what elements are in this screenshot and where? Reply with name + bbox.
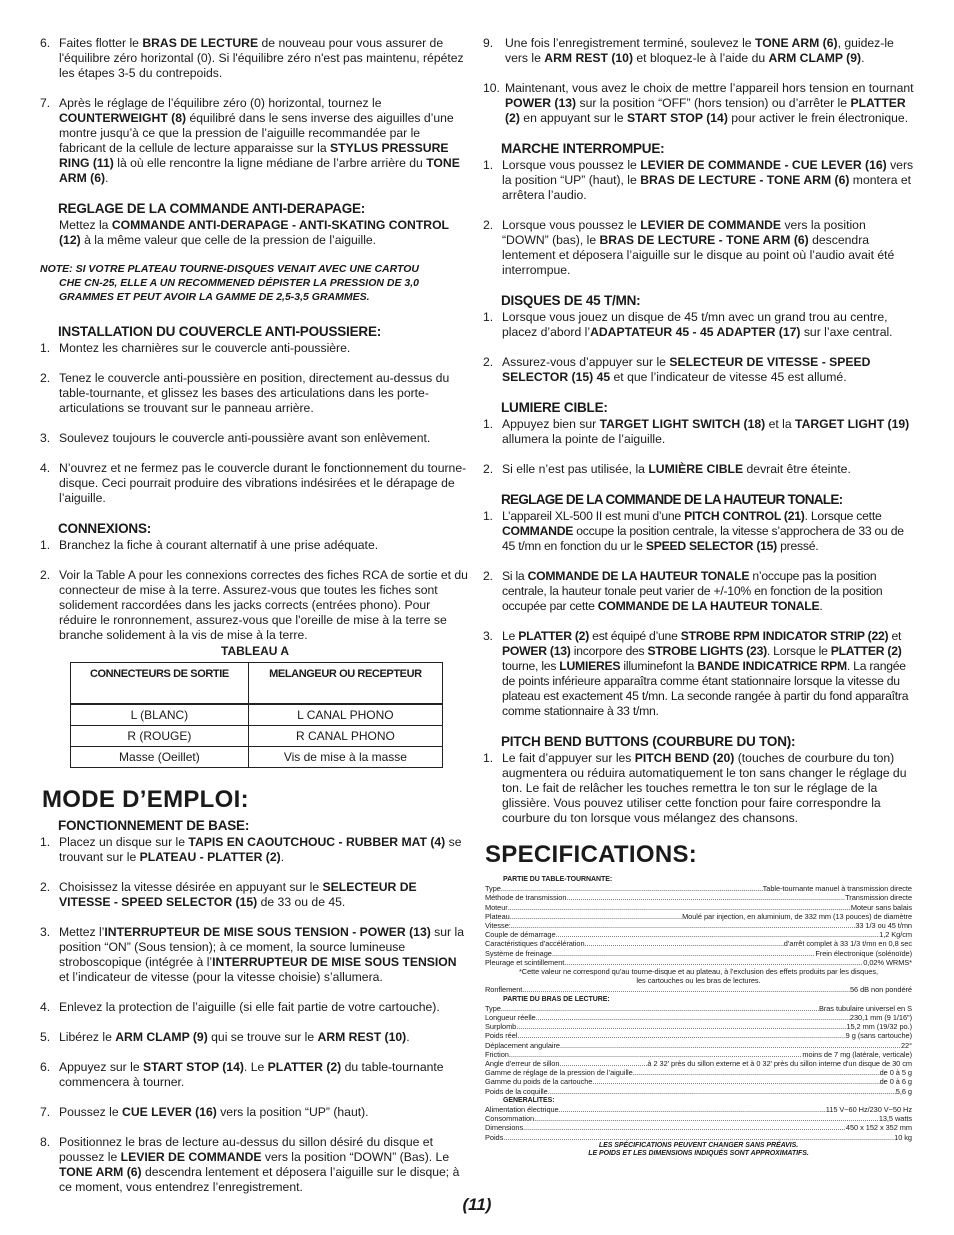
item-number: 2.: [483, 462, 494, 476]
dot-leader: [559, 1059, 647, 1068]
dot-leader: [548, 1087, 896, 1096]
item-number: 2.: [40, 568, 51, 582]
spec-value: Moteur sans balais: [850, 902, 912, 912]
spec-label: Dimensions: [485, 1123, 524, 1133]
spec-row: [485, 1059, 912, 1068]
item-text: N’ouvrez et ne fermez pas le couvercle durant le fonctionnement du tourne-disque. Ceci pourrait produire des vibrations indésirées et le dérapage de l’aiguille.: [59, 461, 467, 505]
spec-rows-turntable: [485, 884, 912, 967]
item-number: 2.: [40, 880, 51, 894]
item-text: Enlevez la protection de l’aiguille (si elle fait partie de votre cartouche).: [59, 1000, 440, 1014]
table-cell: R CANAL PHONO: [248, 726, 442, 747]
spec-row: [485, 884, 912, 893]
item-number: 1.: [40, 341, 51, 355]
list-item: [483, 81, 915, 126]
spec-label: Méthode de transmission: [485, 893, 567, 903]
spec-rows-hum: [485, 985, 912, 994]
spec-label: Moteur: [485, 902, 508, 912]
item-number: 6.: [40, 36, 51, 50]
spec-row: [485, 1087, 912, 1096]
list-item: [483, 36, 915, 66]
dot-leader: [556, 930, 880, 939]
spec-label: Pleurage et scintillement: [485, 957, 565, 967]
spec-value: 22°: [900, 1040, 912, 1050]
item-text: Voir la Table A pour les connexions correctes des fiches RCA de sortie et du connecteur de mise à la terre. Assurez-vous que toutes les fiches sont solidement raccordées dans les jacks corrects (entrées phono). Pour réduire le ronronnement, assurez-vous que l'oreille de mise à la terre se branche solidement à la vis de mise à la terre.: [59, 568, 468, 642]
item-number: 2.: [483, 218, 494, 232]
item-number: 3.: [40, 431, 51, 445]
item-number: 2.: [40, 371, 51, 385]
item-text: Lorsque vous poussez le LEVIER DE COMMANDE - CUE LEVER (16) vers la position “UP” (haut), le BRAS DE LECTURE - TONE ARM (6) montera et arrêtera l’audio.: [502, 158, 914, 202]
item-text: Le PLATTER (2) est équipé d’une STROBE RPM INDICATOR STRIP (22) et POWER (13) incorpore des STROBE LIGHTS (23). Lorsque le PLATTER (2) tourne, les LUMIERES illuminefont la BANDE INDICATRICE RPM. La rangée de points inférieure apparaîtra comme étant stationnaire lorsque la vitesse du plateau est exactement 45 t/mn. La seconde rangée à partir du fond apparaîtra comme stationnaire à 33 t/mn.: [502, 629, 909, 718]
list-item: [483, 509, 915, 554]
dot-leader: [501, 884, 763, 893]
dot-leader: [522, 985, 850, 994]
item-text: Le fait d’appuyer sur les PITCH BEND (20) (touches de courbure du ton) augmentera ou réduira automatiquement le ton sans changer le réglage du ton. Le fait de relâcher les touches remettra le ton sur le réglage de la glissière. Vous pouvez utiliser cette fonction pour faire correspondre la courbure du ton lorsque vous mélangez des chansons.: [502, 751, 907, 825]
spec-value: 230,1 mm (9 1/16"): [849, 1013, 912, 1023]
list-item: [40, 835, 470, 865]
list-item: [483, 218, 915, 278]
item-text: Après le réglage de l’équilibre zéro (0) horizontal, tournez le COUNTERWEIGHT (8) équilibré dans le sens inverse des aiguilles d’une montre jusqu’à ce que la pression de l’aiguille recommandée par le fabricant de la cellule de lecture apparaisse sur la STYLUS PRESSURE RING (11) là où elle rencontre la ligne médiane de l’arbre arrière du TONE ARM (6).: [59, 96, 460, 185]
connections-heading: CONNEXIONS:: [58, 521, 152, 536]
spec-value: Moulé par injection, en aluminium, de 332 mm (13 pouces) de diamètre: [682, 911, 912, 921]
list-item: [483, 569, 915, 614]
spec-value: 450 x 152 x 352 mm: [845, 1123, 912, 1133]
dot-leader: [534, 1114, 879, 1123]
list-item: [40, 96, 470, 186]
spec-row: [485, 1004, 912, 1013]
spec-label: Plateau: [485, 911, 510, 921]
list-item: [40, 925, 470, 985]
spec-label: Poids de la coquille: [485, 1086, 548, 1096]
spec-value: de 0 à 6 g: [879, 1077, 912, 1087]
dot-leader: [592, 1077, 879, 1086]
specifications-block: [485, 875, 912, 1159]
spec-label: Vitesse:: [485, 921, 511, 931]
cue-list: [483, 158, 915, 278]
item-number: 3.: [483, 629, 493, 643]
table-row: [71, 747, 443, 768]
basic-operation-list: [40, 835, 470, 1195]
spec-label: Poids: [485, 1132, 504, 1142]
spec-subheading: PARTIE DU TABLE-TOURNANTE:: [503, 876, 613, 883]
spec-value: Table-tournante manuel à transmission directe: [762, 884, 912, 894]
item-text: Assurez-vous d’appuyer sur le SELECTEUR DE VITESSE - SPEED SELECTOR (15) 45 et que l’indicateur de vitesse 45 est allumé.: [502, 355, 871, 384]
table-header-outputs: CONNECTEURS DE SORTIE: [71, 663, 249, 704]
item-text: Tenez le couvercle anti-poussière en position, directement au-dessus du table-tournante, et glissez les bases des articulations dans les porte-articulations se trouvant sur le panneau arrière.: [59, 371, 450, 415]
item-number: 2.: [483, 355, 494, 369]
item-text: Appuyez bien sur TARGET LIGHT SWITCH (18) et la TARGET LIGHT (19) allumera la pointe de l’aiguille.: [502, 417, 910, 446]
item-number: 5.: [40, 1030, 51, 1044]
spec-value: 115 V~60 Hz/230 V~50 Hz: [825, 1105, 912, 1115]
list-item: [483, 310, 915, 340]
item-number: 8.: [40, 1135, 51, 1149]
list-item: [483, 751, 915, 826]
spec-row: [485, 985, 912, 994]
list-item: [40, 1105, 470, 1120]
item-number: 1.: [40, 835, 51, 849]
note-line-1: NOTE: SI VOTRE PLATEAU TOURNE-DISQUES VENAIT AVEC UNE CARTOU: [40, 263, 420, 275]
spec-row: [485, 1123, 912, 1132]
spec-label: Gamme de réglage de la pression de l’aiguille: [485, 1068, 633, 1078]
item-text: Choisissez la vitesse désirée en appuyant sur le SELECTEUR DE VITESSE - SPEED SELECTOR (15) de 33 ou de 45.: [59, 880, 417, 909]
item-number: 1.: [40, 538, 51, 552]
spec-label: Couple de démarrage: [485, 930, 556, 940]
dustcover-heading: INSTALLATION DU COUVERCLE ANTI-POUSSIERE:: [58, 324, 382, 339]
spec-label: Longueur réelle: [485, 1013, 536, 1023]
spec-label: Friction: [485, 1049, 509, 1059]
spec-value: 5,6 g: [895, 1086, 912, 1096]
item-text: Mettez l’INTERRUPTEUR DE MISE SOUS TENSION - POWER (13) sur la position “ON” (Sous tension); à ce moment, la source lumineuse stroboscopique (intégrée à l’INTERRUPTEUR DE MISE SOUS TENSION et l’indicateur de vitesse (pour la vitesse choisie) s’allumera.: [59, 925, 464, 984]
item-number: 3.: [40, 925, 51, 939]
list-item: [40, 568, 470, 643]
spec-disclaimer: LES SPÉCIFICATIONS PEUVENT CHANGER SANS PRÉAVIS.: [598, 1141, 799, 1149]
spec-label: Déplacement angulaire: [485, 1040, 560, 1050]
antiskate-text: Mettez la COMMANDE ANTI-DERAPAGE - ANTI-SKATING CONTROL (12) à la même valeur que celle de la pression de l’aiguille.: [59, 218, 449, 247]
list-item: [40, 431, 470, 446]
target-light-heading: LUMIERE CIBLE:: [501, 400, 608, 415]
spec-label: Ronflement: [485, 985, 523, 995]
spec-row: [485, 1031, 912, 1040]
mode-emploi-title: MODE D’EMPLOI:: [42, 786, 249, 813]
item-number: 7.: [40, 96, 51, 110]
list-item: [40, 1030, 470, 1045]
right-column: [483, 36, 915, 1159]
item-number: 1.: [483, 417, 494, 431]
table-header-receiver: MELANGEUR OU RECEPTEUR: [248, 663, 442, 704]
list-item: [40, 880, 470, 910]
spec-subheading: PARTIE DU BRAS DE LECTURE:: [503, 995, 610, 1003]
spec-row: [485, 912, 912, 921]
cartridge-note: [40, 262, 470, 304]
dot-leader: [560, 1041, 901, 1050]
target-light-list: [483, 417, 915, 477]
connection-table: [70, 662, 443, 768]
spec-value: 33 1/3 ou 45 t/mn: [855, 921, 912, 931]
item-text: Faites flotter le BRAS DE LECTURE de nouveau pour vous assurer de l'équilibre zéro horizontal (0). Si l'équilibre zéro n'est pas maintenu, répétez les étapes 3-5 du contrepoids.: [59, 36, 464, 80]
item-text: Lorsque vous jouez un disque de 45 t/mn avec un grand trou au centre, placez d’abord l’ADAPTATEUR 45 - 45 ADAPTER (17) sur l’axe central.: [502, 310, 893, 339]
spec-row: [485, 1013, 912, 1022]
dot-leader: [510, 912, 682, 921]
spec-label: Surplomb: [485, 1022, 517, 1032]
spec-value: 0,02% WRMS*: [863, 957, 912, 967]
list-item: [483, 355, 915, 385]
spec-row: [485, 939, 912, 948]
spec-label: Type: [485, 884, 501, 894]
spec-row: [485, 893, 912, 902]
list-item: [40, 1060, 470, 1090]
item-text: Placez un disque sur le TAPIS EN CAOUTCHOUC - RUBBER MAT (4) se trouvant sur le PLATEAU - PLATTER (2).: [59, 835, 462, 864]
spec-value: moins de 7 mg (latérale, verticale): [802, 1049, 912, 1059]
dot-leader: [508, 903, 851, 912]
item-number: 4.: [40, 1000, 51, 1014]
spec-row: [485, 1050, 912, 1059]
spec-row: [485, 1133, 912, 1142]
spec-value: de 0 à 5 g: [879, 1068, 912, 1078]
item-text: Montez les charnières sur le couvercle anti-poussière.: [59, 341, 351, 355]
item-text: Lorsque vous poussez le LEVIER DE COMMANDE vers la position “DOWN” (bas), le BRAS DE LECTURE - TONE ARM (6) descendra lentement et déposera l’aiguille sur le disque au point où l’audio avait été interrompue.: [502, 218, 895, 277]
left-top-list: [40, 36, 470, 186]
item-text: Appuyez sur le START STOP (14). Le PLATTER (2) du table-tournante commencera à tourner.: [59, 1060, 444, 1089]
dot-leader: [517, 1031, 845, 1040]
item-number: 9.: [483, 36, 494, 50]
spec-rows-tonearm: [485, 1004, 912, 1096]
list-item: [40, 36, 470, 81]
spec-value: d’arrêt complet à 33 1/3 t/mn en 0,8 sec: [783, 939, 912, 949]
spec-value: 56 dB non pondéré: [849, 985, 912, 995]
table-cell: L CANAL PHONO: [248, 705, 442, 726]
item-text: Libérez le ARM CLAMP (9) qui se trouve sur le ARM REST (10).: [59, 1030, 410, 1044]
item-number: 1.: [483, 310, 494, 324]
spec-value: 10 kg: [894, 1132, 912, 1142]
item-number: 10.: [483, 81, 500, 95]
dot-leader: [552, 949, 815, 958]
connections-list: [40, 538, 470, 643]
dot-leader: [564, 958, 863, 967]
table-cell: Vis de mise à la masse: [248, 747, 442, 768]
dot-leader: [523, 1123, 846, 1132]
spec-row: [485, 949, 912, 958]
cue-heading: MARCHE INTERROMPUE:: [501, 141, 665, 156]
pitch-bend-list: [483, 751, 915, 826]
list-item: [483, 417, 915, 447]
45rpm-list: [483, 310, 915, 385]
spec-disclaimer: LE POIDS ET LES DIMENSIONS INDIQUÉS SONT APPROXIMATIFS.: [588, 1150, 809, 1158]
spec-value: Bras tubulaire universel en S: [818, 1003, 912, 1013]
dot-leader: [501, 1004, 819, 1013]
table-row: [71, 705, 443, 726]
note-line-3: GRAMMES ET PEUT AVOIR LA GAMME DE 2,5-3,5 GRAMMES.: [59, 291, 370, 303]
pitch-bend-heading: PITCH BEND BUTTONS (COURBURE DU TON):: [501, 734, 796, 749]
spec-value: 13,5 watts: [878, 1114, 912, 1124]
note-line-2: CHE CN-25, ELLE A UN RECOMMENED DÉPISTER LA PRESSION DE 3,0: [59, 277, 419, 289]
item-number: 2.: [483, 569, 493, 583]
list-item: [483, 629, 915, 719]
spec-value: Transmission directe: [845, 893, 912, 903]
spec-row: [485, 1068, 912, 1077]
spec-label: Poids réel: [485, 1031, 518, 1041]
table-row: [71, 726, 443, 747]
spec-label: Type: [485, 1003, 501, 1013]
spec-footnote: *Cette valeur ne correspond qu’au tourne-disque et au plateau, à l’exclusion des effets produits par les disques,: [518, 967, 879, 977]
spec-row: [485, 1022, 912, 1031]
spec-value: 15,2 mm (19/32 po.): [846, 1022, 912, 1032]
spec-row: [485, 903, 912, 912]
spec-value: Frein électronique (solénoïde): [815, 948, 912, 958]
spec-row: [485, 1105, 912, 1114]
list-item: [40, 461, 470, 506]
item-text: Poussez le CUE LEVER (16) vers la position “UP” (haut).: [59, 1105, 369, 1119]
list-item: [40, 371, 470, 416]
spec-row: [485, 921, 912, 930]
spec-row: [485, 930, 912, 939]
item-text: Maintenant, vous avez le choix de mettre l’appareil hors tension en tournant POWER (13) sur la position “OFF” (hors tension) ou d’arrêter le PLATTER (2) en appuyant sur le START STOP (14) pour activer le frein électronique.: [505, 81, 914, 125]
item-number: 6.: [40, 1060, 51, 1074]
45rpm-heading: DISQUES DE 45 T/MN:: [501, 293, 641, 308]
item-text: Si elle n’est pas utilisée, la LUMIÈRE CIBLE devrait être éteinte.: [502, 462, 851, 476]
spec-label: Caractéristiques d’accélération: [485, 939, 585, 949]
spec-row: [485, 1041, 912, 1050]
spec-value: 1,2 Kg/cm: [879, 930, 912, 940]
basic-operation-heading: FONCTIONNEMENT DE BASE:: [58, 818, 250, 833]
spec-label: Alimentation électrique: [485, 1105, 559, 1115]
item-text: Branchez la fiche à courant alternatif à une prise adéquate.: [59, 538, 379, 552]
list-item: [40, 1000, 470, 1015]
list-item: [483, 158, 915, 203]
pitch-heading: REGLAGE DE LA COMMANDE DE LA HAUTEUR TONALE:: [501, 492, 843, 507]
dot-leader: [536, 1013, 850, 1022]
list-item: [40, 341, 470, 356]
list-item: [40, 1135, 470, 1195]
table-caption: TABLEAU A: [221, 644, 289, 658]
item-number: 7.: [40, 1105, 51, 1119]
antiskate-heading: REGLAGE DE LA COMMANDE ANTI-DERAPAGE:: [58, 201, 366, 216]
spec-value: 9 g (sans cartouche): [845, 1031, 912, 1041]
item-text: Si la COMMANDE DE LA HAUTEUR TONALE n’occupe pas la position centrale, la hauteur tonale peut varier de +/-10% en fonction de la position occupée par cette COMMANDE DE LA HAUTEUR TONALE.: [502, 569, 883, 613]
dot-leader: [633, 1068, 880, 1077]
spec-footnote: les cartouches ou les bras de lectures.: [636, 976, 761, 986]
table-cell: R (ROUGE): [71, 726, 249, 747]
dot-leader: [516, 1022, 846, 1031]
dot-leader: [503, 1133, 894, 1142]
spec-label: Consommation: [485, 1114, 535, 1124]
item-text: L’appareil XL-500 II est muni d’une PITCH CONTROL (21). Lorsque cette COMMANDE occupe la position centrale, la vitesse s’approchera de 33 ou de 45 t/mn en fonction du ur le SPEED SELECTOR (15) pressé.: [502, 509, 904, 553]
dot-leader: [566, 893, 845, 902]
dot-leader: [585, 939, 784, 948]
left-column: [40, 36, 470, 1210]
dot-leader: [559, 1105, 826, 1114]
item-text: Positionnez le bras de lecture au-dessus du sillon désiré du disque et poussez le LEVIER DE COMMANDE vers la position “DOWN” (Bas). Le TONE ARM (6) descendra lentement et déposera l’aiguille sur le disque; à ce moment, vous entendrez l’enregistrement.: [59, 1135, 460, 1194]
item-text: Soulevez toujours le couvercle anti-poussière avant son enlèvement.: [59, 431, 431, 445]
item-number: 1.: [483, 509, 493, 523]
list-item: [40, 538, 470, 553]
dustcover-list: [40, 341, 470, 506]
spec-subheading: GENERALITES:: [503, 1096, 555, 1104]
spec-value: à 2 32' près du sillon externe et à 0 32' près du sillon interne d'un disque de 30 cm: [647, 1059, 912, 1069]
item-number: 1.: [483, 158, 494, 172]
spec-row: [485, 1077, 912, 1086]
spec-row: [485, 958, 912, 967]
item-number: 4.: [40, 461, 51, 475]
item-number: 1.: [483, 751, 494, 765]
table-cell: Masse (Oeillet): [71, 747, 249, 768]
table-cell: L (BLANC): [71, 705, 249, 726]
pitch-list: [483, 509, 915, 719]
spec-label: Système de freinage: [485, 948, 552, 958]
list-item: [483, 462, 915, 477]
page-number: (11): [462, 1195, 492, 1214]
dot-leader: [509, 1050, 803, 1059]
dot-leader: [511, 921, 856, 930]
specifications-title: SPECIFICATIONS:: [485, 841, 698, 868]
spec-label: Gamme du poids de la cartouche: [485, 1077, 593, 1087]
spec-label: Angle d’erreur de sillon: [485, 1059, 560, 1069]
item-text: Une fois l’enregistrement terminé, soulevez le TONE ARM (6), guidez-le vers le ARM REST (10) et bloquez-le à l’aide du ARM CLAMP (9).: [505, 36, 894, 65]
right-top-list: [483, 36, 915, 126]
spec-row: [485, 1114, 912, 1123]
spec-rows-general: [485, 1105, 912, 1142]
